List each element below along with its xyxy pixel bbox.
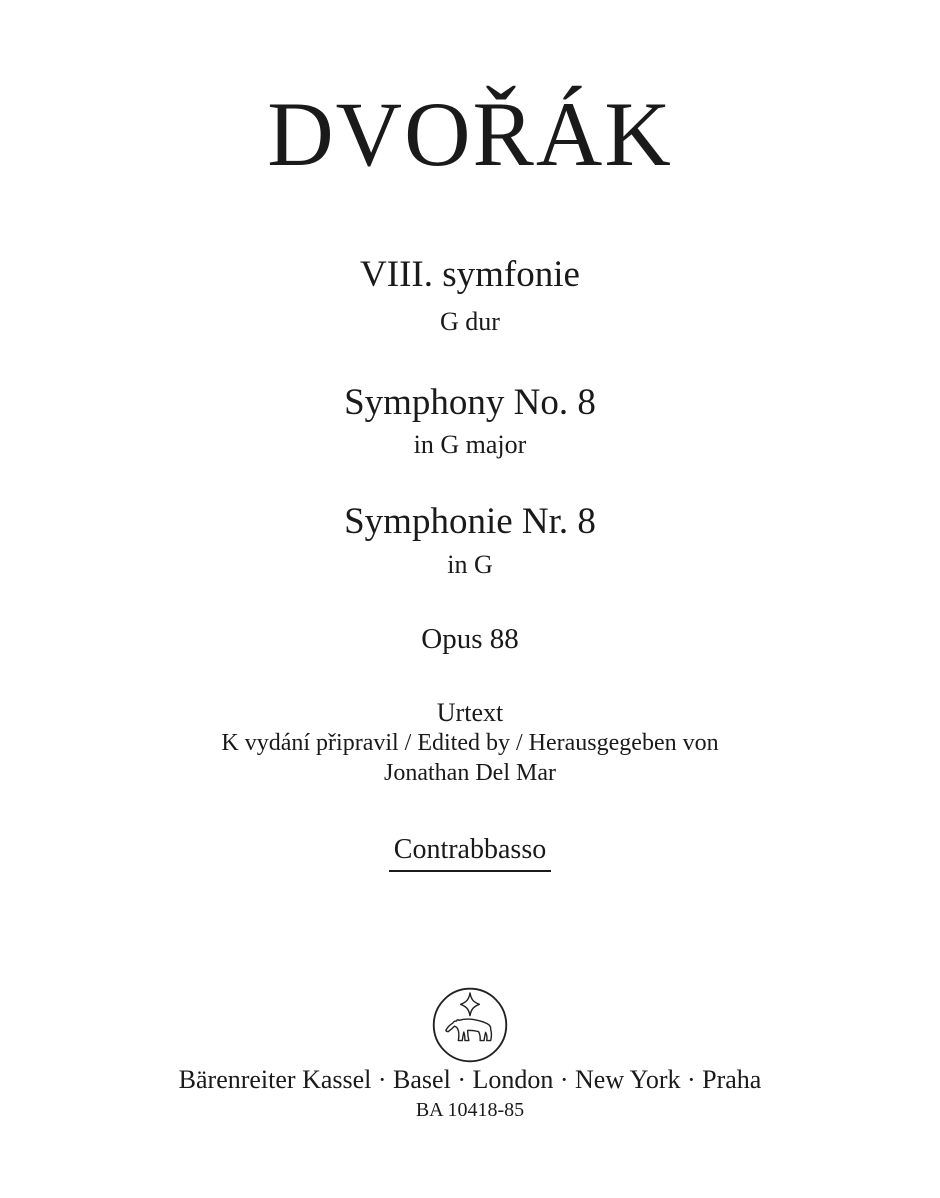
four-point-star-icon bbox=[461, 993, 480, 1016]
work-key-german: in G bbox=[447, 549, 493, 579]
logo-circle bbox=[434, 989, 507, 1062]
work-title-czech: VIII. symfonie bbox=[360, 254, 580, 296]
bear-icon bbox=[446, 1019, 492, 1040]
edition-label: Urtext bbox=[436, 697, 504, 727]
editor-credit-line: K vydání připravil / Edited by / Herausgegeben von bbox=[221, 729, 719, 756]
composer-name: DVOŘÁK bbox=[267, 83, 673, 185]
work-key-english: in G major bbox=[413, 430, 527, 460]
publisher-cities-line: Bärenreiter Kassel · Basel · London · New York · Praha bbox=[178, 1065, 762, 1095]
work-title-english: Symphony No. 8 bbox=[344, 381, 596, 423]
baerenreiter-bear-star-logo-icon bbox=[431, 986, 509, 1064]
instrument-part-name: Contrabbasso bbox=[389, 834, 551, 872]
work-title-german: Symphonie Nr. 8 bbox=[344, 501, 596, 543]
editor-name: Jonathan Del Mar bbox=[384, 759, 556, 786]
part-name-section bbox=[0, 834, 940, 872]
work-key-czech: G dur bbox=[440, 306, 500, 336]
publisher-logo-section bbox=[0, 986, 940, 1064]
catalog-number: BA 10418-85 bbox=[415, 1098, 525, 1121]
opus-number: Opus 88 bbox=[421, 622, 519, 655]
